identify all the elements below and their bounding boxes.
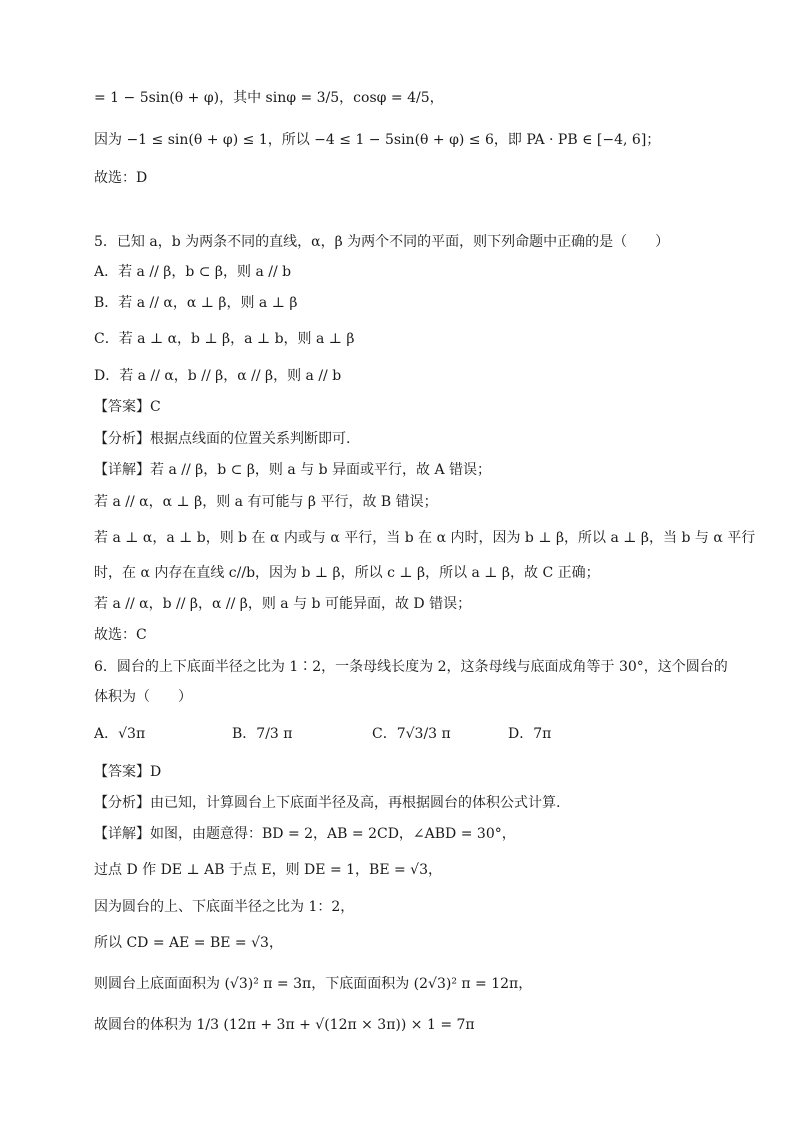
answer-6: 【答案】D	[94, 764, 162, 780]
detail-6-line: 【详解】如图，由题意得：BD = 2，AB = 2CD，∠ABD = 30°，	[94, 826, 516, 842]
answer-5: 【答案】C	[94, 399, 161, 415]
detail-5-line: 若 a // α，α ⊥ β，则 a 有可能与 β 平行，故 B 错误；	[94, 494, 438, 510]
question-6-option-b: B．7/3 π	[232, 726, 293, 742]
text-line: 因为 −1 ≤ sin(θ + φ) ≤ 1，所以 −4 ≤ 1 − 5sin(θ + φ) ≤ 6，即 PA · PB ∈ [−4, 6]；	[94, 132, 661, 148]
question-5-option-c: C．若 a ⊥ α，b ⊥ β，a ⊥ b，则 a ⊥ β	[94, 331, 355, 347]
text-line: 故选：D	[94, 170, 148, 186]
question-6-option-d: D．7π	[508, 726, 552, 742]
question-6-stem: 6．圆台的上下底面半径之比为 1∶2，一条母线长度为 2，这条母线与底面成角等于 30°，这个圆台的	[94, 659, 728, 675]
question-6-option-c: C．7√3/3 π	[372, 726, 451, 742]
analysis-6: 【分析】由已知，计算圆台上下底面半径及高，再根据圆台的体积公式计算.	[94, 795, 561, 811]
detail-6-line: 过点 D 作 DE ⊥ AB 于点 E，则 DE = 1，BE = √3，	[94, 862, 443, 878]
select-5: 故选：C	[94, 627, 147, 643]
text-line: = 1 − 5sin(θ + φ)，其中 sinφ = 3/5，cosφ = 4/5，	[94, 90, 444, 106]
analysis-5: 【分析】根据点线面的位置关系判断即可.	[94, 431, 351, 447]
detail-5-line: 时，在 α 内存在直线 c//b，因为 b ⊥ β，所以 c ⊥ β，所以 a ⊥ β，故 C 正确；	[94, 565, 600, 581]
detail-5-line: 若 a ⊥ α，a ⊥ b，则 b 在 α 内或与 α 平行，当 b 在 α 内时，因为 b ⊥ β，所以 a ⊥ β，当 b 与 α 平行	[94, 530, 756, 546]
detail-6-line: 故圆台的体积为 1/3 (12π + 3π + √(12π × 3π)) × 1 = 7π	[94, 1017, 475, 1033]
question-5-option-d: D．若 a // α，b // β，α // β，则 a // b	[94, 368, 342, 384]
question-5-stem: 5．已知 a，b 为两条不同的直线，α，β 为两个不同的平面，则下列命题中正确的是（ ）	[94, 234, 670, 250]
question-6-option-a: A．√3π	[94, 726, 146, 742]
detail-5-line: 【详解】若 a // β，b ⊂ β，则 a 与 b 异面或平行，故 A 错误；	[94, 462, 492, 478]
question-5-option-b: B．若 a // α，α ⊥ β，则 a ⊥ β	[94, 295, 298, 311]
detail-6-line: 所以 CD = AE = BE = √3，	[94, 935, 283, 951]
detail-5-line: 若 a // α，b // β，α // β，则 a 与 b 可能异面，故 D 错误；	[94, 596, 472, 612]
detail-6-line: 因为圆台的上、下底面半径之比为 1：2，	[94, 899, 355, 915]
question-5-option-a: A．若 a // β，b ⊂ β，则 a // b	[94, 264, 292, 280]
question-6-stem: 体积为（ ）	[94, 689, 192, 705]
detail-6-line: 则圆台上底面面积为 (√3)² π = 3π，下底面面积为 (2√3)² π = 12π，	[94, 976, 533, 992]
